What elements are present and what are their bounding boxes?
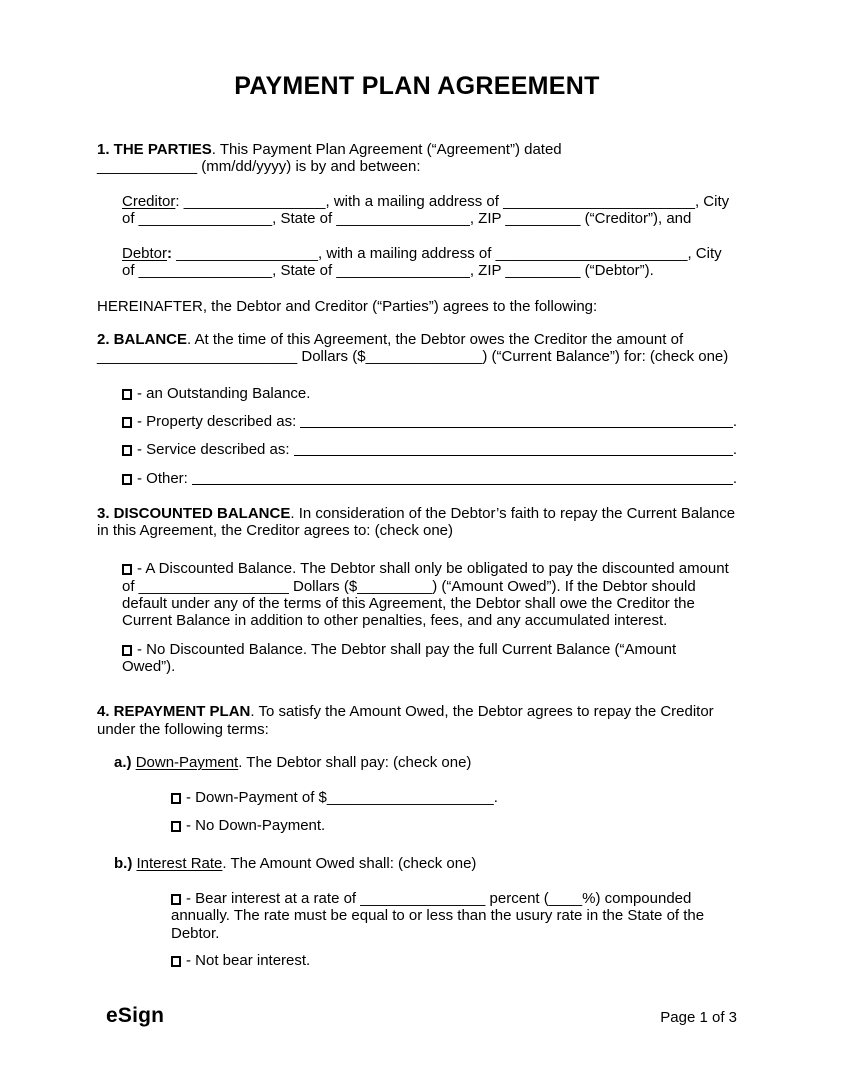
text-line <box>97 721 737 738</box>
text-line <box>97 158 737 175</box>
page-footer <box>106 1004 737 1028</box>
text-line <box>122 193 737 210</box>
text-segment: . <box>732 412 737 430</box>
checkbox[interactable] <box>122 564 132 575</box>
checkbox-outstanding-balance <box>122 385 737 402</box>
text-segment: under the following terms: <box>97 720 269 738</box>
checkbox[interactable] <box>171 821 181 832</box>
text-segment: of ________________, State of ________________, ZIP _________ (“Debtor”). <box>122 262 654 280</box>
text-line <box>122 262 737 279</box>
hereinafter-clause <box>97 298 737 315</box>
text-segment: . <box>732 441 737 459</box>
text-line <box>171 817 737 834</box>
creditor-paragraph <box>122 193 737 228</box>
text-segment: b.) <box>114 854 133 872</box>
text-line <box>97 141 737 158</box>
debtor-paragraph <box>122 245 737 280</box>
esign-logo: eSign <box>106 1004 165 1027</box>
checkbox-no-discounted-balance <box>122 641 737 676</box>
text-line <box>122 441 737 458</box>
text-segment: - Bear interest at a rate of _______________ percent (____%) compounded <box>186 890 692 908</box>
text-line <box>97 703 737 720</box>
checkbox-down-payment-of <box>171 789 737 806</box>
text-segment: - Not bear interest. <box>186 951 311 969</box>
blank-line[interactable] <box>300 427 732 428</box>
text-segment: HEREINAFTER, the Debtor and Creditor (“Parties”) agrees to the following: <box>97 297 598 315</box>
text-segment: - No Discounted Balance. The Debtor shall pay the full Current Balance (“Amount <box>137 640 677 658</box>
text-segment: . To satisfy the Amount Owed, the Debtor agrees to repay the Creditor <box>250 703 714 721</box>
text-line <box>122 245 737 262</box>
text-segment: - Property described as: <box>137 412 301 430</box>
text-segment: - No Down-Payment. <box>186 817 326 835</box>
text-segment: 3. DISCOUNTED BALANCE <box>97 504 291 522</box>
text-segment: - A Discounted Balance. The Debtor shall only be obligated to pay the discounted amount <box>137 560 729 578</box>
text-segment: a.) <box>114 753 132 771</box>
checkbox-other <box>122 470 737 487</box>
checkbox-no-down-payment <box>171 817 737 834</box>
text-segment: Interest Rate <box>136 854 223 872</box>
checkbox[interactable] <box>122 445 132 456</box>
section-4-repayment-plan <box>97 703 737 738</box>
text-segment: . The Amount Owed shall: (check one) <box>222 854 477 872</box>
text-segment: . <box>732 469 737 487</box>
text-segment: Creditor <box>122 192 176 210</box>
text-segment: - Down-Payment of $____________________. <box>186 789 498 807</box>
item-b-interest-rate <box>114 855 737 872</box>
checkbox[interactable] <box>171 793 181 804</box>
text-segment: ________________________ Dollars ($______________) (“Current Balance”) for: (check one) <box>97 348 729 366</box>
text-line <box>97 331 737 348</box>
checkbox[interactable] <box>171 956 181 967</box>
checkbox-bear-interest <box>171 890 737 942</box>
text-line <box>97 522 737 539</box>
text-segment: of __________________ Dollars ($_________) (“Amount Owed”). If the Debtor should <box>122 577 696 595</box>
text-segment: - an Outstanding Balance. <box>137 384 311 402</box>
text-segment: . At the time of this Agreement, the Debtor owes the Creditor the amount of <box>187 331 684 349</box>
checkbox-not-bear-interest <box>171 952 737 969</box>
text-segment: . In consideration of the Debtor’s faith to repay the Current Balance <box>290 504 736 522</box>
text-segment: . The Debtor shall pay: (check one) <box>238 753 472 771</box>
section-1-the-parties <box>97 141 737 176</box>
checkbox[interactable] <box>122 645 132 656</box>
text-segment: Debtor. <box>171 924 220 942</box>
blank-line[interactable] <box>192 484 733 485</box>
text-line <box>122 612 737 629</box>
text-segment: - Other: <box>137 469 193 487</box>
text-line <box>97 298 737 315</box>
text-line <box>122 470 737 487</box>
text-segment: : <box>167 245 173 263</box>
checkbox-property-described <box>122 413 737 430</box>
text-line <box>122 641 737 658</box>
text-segment: ____________ (mm/dd/yyyy) is by and between: <box>97 158 421 176</box>
text-line <box>171 925 737 942</box>
text-line <box>122 385 737 402</box>
text-line <box>122 210 737 227</box>
text-segment: Owed”). <box>122 657 176 675</box>
text-segment: Current Balance in addition to other penalties, fees, and any accumulated interest. <box>122 612 668 630</box>
section-2-balance <box>97 331 737 366</box>
text-segment: Debtor <box>122 245 168 263</box>
text-line <box>122 658 737 675</box>
text-line <box>171 789 737 806</box>
checkbox[interactable] <box>171 894 181 905</box>
item-a-down-payment <box>114 754 737 771</box>
text-line <box>114 855 737 872</box>
text-line <box>122 413 737 430</box>
text-segment: of ________________, State of ________________, ZIP _________ (“Creditor”), and <box>122 209 692 227</box>
checkbox-service-described <box>122 441 737 458</box>
text-line <box>171 890 737 907</box>
checkbox[interactable] <box>122 474 132 485</box>
text-segment: _________________, with a mailing address of _______________________, City <box>172 245 722 263</box>
section-3-discounted-balance <box>97 505 737 540</box>
document-title: PAYMENT PLAN AGREEMENT <box>234 72 600 100</box>
text-line <box>122 578 737 595</box>
text-segment: in this Agreement, the Creditor agrees to: (check one) <box>97 522 454 540</box>
checkbox[interactable] <box>122 417 132 428</box>
text-segment: : _________________, with a mailing address of _______________________, City <box>175 192 730 210</box>
text-line <box>171 952 737 969</box>
blank-line[interactable] <box>294 455 733 456</box>
checkbox[interactable] <box>122 389 132 400</box>
checkbox-a-discounted-balance <box>122 560 737 629</box>
text-line <box>97 505 737 522</box>
text-segment: 2. BALANCE <box>97 331 188 349</box>
document-body <box>97 141 737 969</box>
text-segment: 4. REPAYMENT PLAN <box>97 703 251 721</box>
text-segment: Down-Payment <box>135 753 239 771</box>
page-number: Page 1 of 3 <box>660 1009 737 1026</box>
text-segment: . This Payment Plan Agreement (“Agreement”) dated <box>211 141 562 158</box>
text-line <box>122 560 737 577</box>
text-line <box>97 348 737 365</box>
text-segment: - Service described as: <box>137 441 294 459</box>
text-segment: annually. The rate must be equal to or less than the usury rate in the State of the <box>171 907 705 925</box>
text-line <box>122 595 737 612</box>
text-segment: 1. THE PARTIES <box>97 141 212 158</box>
text-segment: default under any of the terms of this Agreement, the Debtor shall owe the Creditor the <box>122 595 695 613</box>
text-line <box>171 907 737 924</box>
text-line <box>114 754 737 771</box>
